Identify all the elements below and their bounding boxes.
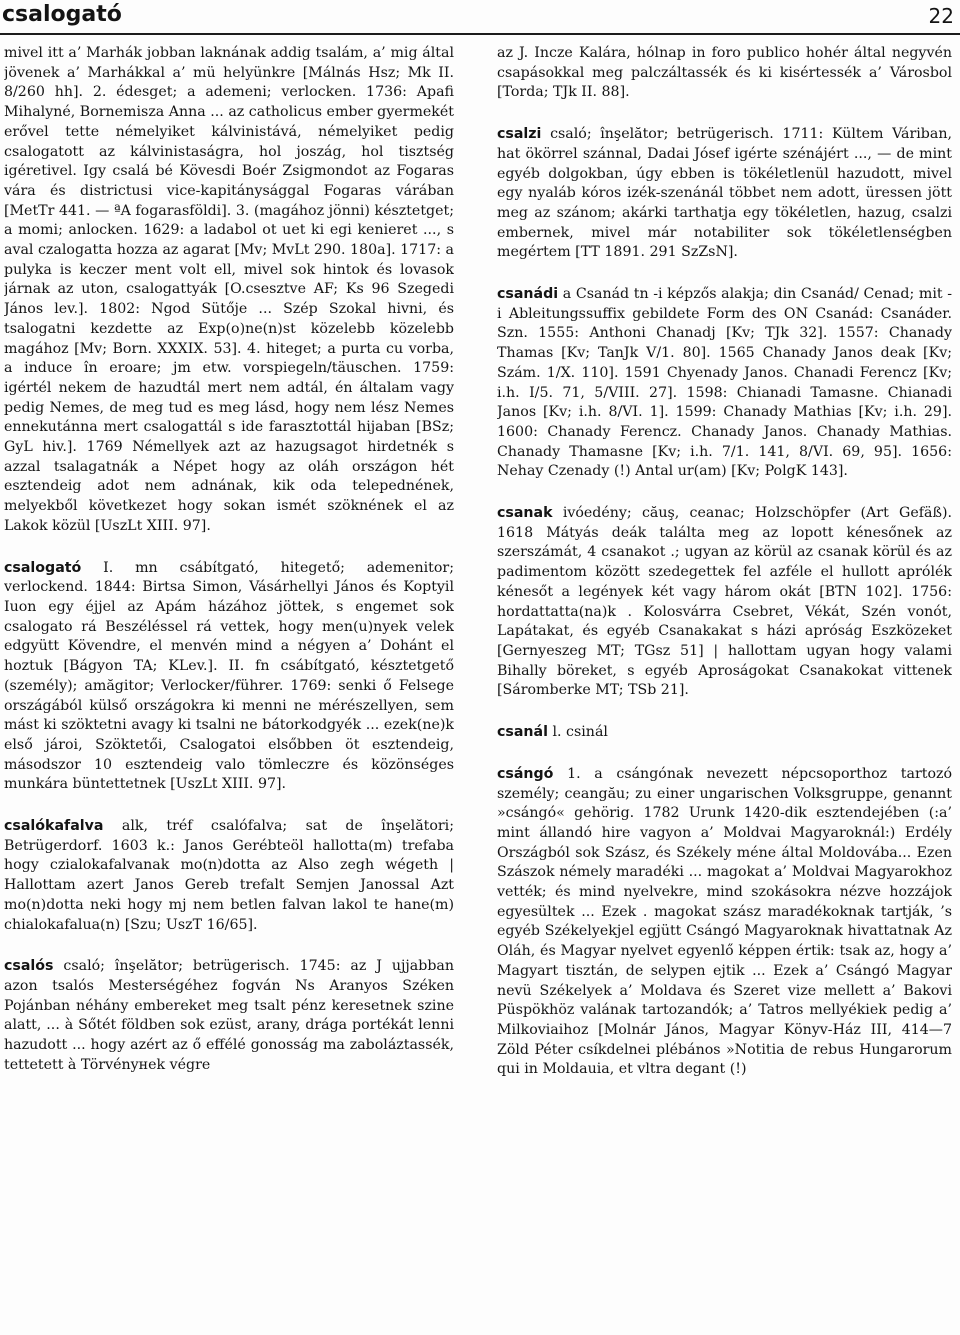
entry-headword: csalogató — [4, 559, 82, 576]
entry-headword: csanak — [497, 505, 553, 522]
entry-text: csaló; înşelător; betrügerisch. 1711: Kültem Váriban, hat ökörrel szánnal, Dadai Jósef igérte szénájért ..., — de mint egyéb dolgokban, úgy ebben is tökéletlenül hazudott, mivel egy nyaláb kóros izék-szenánál többet nem adott, üressen jött meg az szánom; akárki tarthatja egy tökéletlen, hazug, csalzi embernek, mivel már notabiliter sok tökéletlenségben megértem [TT 1891. 291 SzZsN]. — [497, 126, 952, 261]
entry-headword: csalós — [4, 958, 54, 975]
entry-headword: csángó — [497, 765, 554, 782]
entry-text: l. csinál — [552, 724, 608, 741]
entry-text: csaló; înşelător; betrügerisch. 1745: az J ujjabban azon tsalós Mesterségéhez fogván Ns Aranyos Széken Pojánban néhány embereket meg tsalt pénz keresetnek szine alatt, ... à Sőtét földben sok ezüst, arany, drága portékát lenni hazudott ... hogy azért az ő effélé gonosság ma zaboláztassék, tettetett à Törvényнek végre — [4, 958, 454, 1073]
entry-text: I. mn csábítgató, hitegető; ademenitor; verlockend. 1844: Birtsa Simon, Vásárhellyi János és Koptyil Iuon egy éjjel az Apám házához jöttek, s engemet sok csalogato rá Beszéléssel rá vettek, hogy men(u)nyek velek edgyütt Kövendre, el menvén mind a négyen a’ Dohánt el hoztuk [Bágyon TA; KLev.]. II. fn csábítgató, késztetgető (személy); amăgitor; Verlocker/führer. 1769: senki ő Felsege országából külső országokra ki menni ne mérészellyen, sem mást ki szöktetni avagy ki tsalni ne bátorkodgyék ... ezek(ne)k első jároi, Szöktetői, Csalogatoi elsőbben öt esztendeig, másodszor 10 esztendeig valo tömleczre és közönséges munkára büntettetnek [UszLt XIII. 97]. — [4, 559, 454, 793]
running-head: csalogató — [2, 2, 122, 27]
dictionary-entry — [4, 957, 454, 1075]
dictionary-entry — [497, 125, 952, 263]
entry-text: alk, tréf csalófalva; sat de înşelători; Betrügerdorf. 1603 k.: Janos Gerébteöl hallotta(m) trefaba hogy czialokafalvanak mo(n)dotta az Also zegh wégeth | Hallottam azert Janos Gereb trefalt Semjen Janossal Azt mo(n)dotta neki hogy mj nem betlen falvan lakol te hane(m) chialokafalua(n) [Szu; UszT 16/65]. — [4, 818, 454, 933]
header-rule — [0, 33, 960, 35]
dictionary-entry — [4, 817, 454, 935]
entry-text: mivel itt a’ Marhák jobban laknának addig tsalám, a’ mig által jövenek a’ Marhákkal a’ mü helyünkre [Málnás Hsz; Mk II. 8/260 hh]. 2. édesget; a ademeni; verlocken. 1736: Apafi Mihalyné, Bornemisza Anna ... az catholicus ember gyermekét erővel tette némelyiket kálvinistává, némelyiket pedig csalogatott az kálvinistaságra, hol joszág, hol tisztség igéretivel. Igy csalá bé Kövesdi Boér Zsigmondot az Fogaras vára és districtusi vice-kapitánysággal Fogaras várában [MetTr 441. — ªA fogarasföldi]. 3. (magához jönni) késztetget; a momi; anlocken. 1629: a ladabol ot uet ki egi kenieret ..., s aval czalogatta hozza az agarat [Mv; MvLt 290. 180a]. 1717: a pulyka is keczer ment volt ell, mivel sok hintok és lovasok járnak az uton, csalogattyák [O.csesztve AF; Ks 96 Szegedi János lev.]. 1802: Ngod Sütője ... Szép Szokal hivni, és tsalogatni kezdette az Exp(o)ne(n)st közelebb közelebb magához [Mv; Born. XXXIX. 53]. 4. hiteget; a purta cu vorba, a induce în eroare; jm etw. vorspiegeln/täuschen. 1759: igértél nekem de hazudtál mert nem adtál, én általam vagy pedig Nemes, de meg tud es meg lásd, hogy nem lész Nemes ennekutánna mert csalogattál s ide farasztottál hijaban [BSz; GyL hiv.]. 1769 Némellyek azt az hazugsagot hirdetnék s azzal tsalagatnák a Népet hogy az oláh országon hét esztendeig adot nem adnának, kik oda telepednének, melyekből következet hogy sokan ismét szöknének el az Lakok közül [UszLt XIII. 97]. — [4, 45, 454, 534]
entry-headword: csalzi — [497, 126, 542, 143]
left-column — [4, 44, 454, 1332]
entry-text: 1. a csángónak nevezett népcsoporthoz tartozó személy; ceangău; zu einer ungarischen Volksgruppe, genannt »csángó« gehörig. 1782 Urunk 1420-dik esztendejében (:a’ mint állandó hire vagyon a’ Moldvai Magyaroknál:) Erdély Országból sok Szász, és Székely méne által Moldovába... Ezen Szászok némely maradéki ... magokat a’ Moldvai Magyarokhoz vették; és mind nyelvekre, mind szokásokra nézve hozzájok egyesültek ... Ezek . magokat szász maradékoknak tartják, ’s egyéb Székelyekjel egjütt Csángó Magyaroknak hivattatnak Az Oláh, és Magyar nyelvet egyenlő képpen értik: tsak az, hogy a’ Magyart tisztán, de selypen ejtik ... Ezek a’ Csángó Magyar nevü Székelyek a’ Moldava és Szeret vize mellett a’ Bakovi Püspökhöz valának tartozandók; a’ Tatros mellyékiek pedig a’ Milkoviaihoz [Molnár János, Magyar Könyv-Ház III, 414—7 Zöld Péter csíkdelnei plébános »Notitia de rebus Hungarorum qui in Moldauia, et vltra degant (!) — [497, 765, 952, 1078]
entry-headword: csanál — [497, 724, 548, 741]
dictionary-entry — [497, 723, 952, 743]
entry-headword: csalókafalva — [4, 818, 104, 835]
right-column — [497, 44, 952, 1332]
entry-text: ivóedény; căuş, ceanac; Holzschöpfer (Art Gefäß). 1618 Mátyás deák találta meg az lopott kénesőnek az szerszámát, 4 csanakot .; ugyan az körül az csanak körül és az padimentom között szedegettek fel azféle el hullott aprólék kénesőt a legények két vagy három okát [BTN 102]. 1756: hordattatta(na)k . Kolosvárra Csebret, Vékát, Szén vonót, Lapátakat, és egyéb Csanakakat s házi apróság Eszközeket [Gernyeszeg MT; TGsz 51] | hallottam ugyan hogy valami Bihally böreket, s egyéb Aproságokat Csanakokat vittenek [Sáromberke MT; TSb 21]. — [497, 505, 952, 699]
dictionary-entry — [497, 285, 952, 482]
entry-headword: csanádi — [497, 286, 559, 303]
dictionary-entry — [497, 765, 952, 1080]
dictionary-entry — [497, 504, 952, 701]
dictionary-entry — [497, 44, 952, 103]
page-header — [0, 0, 960, 34]
dictionary-entry — [4, 44, 454, 537]
page-number: 22 — [928, 4, 954, 28]
entry-text: a Csanád tn -i képzős alakja; din Csanád/ Cenad; mit -i Ableitungssuffix gebildete Form des ON Csanád: Csanáder. Szn. 1555: Anthoni Chanadj [Kv; TJk 32]. 1557: Chanady Thamas [Kv; TanJk V/1. 80]. 1565 Chanady Janos deak [Kv; Szám. 1/X. 110]. 1591 Chyenady Janos. Chanadi Ferencz [Kv; i.h. I/5. 71, 5/VIII. 27]. 1598: Chianadi Tamasne. Chianadi Janos [Kv; i.h. 8/VI. 1]. 1599: Chanady Mathias [Kv; i.h. 29]. 1600: Chanady Ferencz. Chanady Janos. Chanady Mathias. Chanady Thamasne [Kv; i.h. 7/1. 141, 8/VI. 69, 95]. 1656: Nehay Czenady (!) Antal ur(am) [Kv; PolgK 143]. — [497, 286, 952, 480]
entry-text: az J. Incze Kalára, hólnap in foro publico hohér által negyvén csapásokkal meg palczáltassék és ki kisértessék a’ Városbol [Torda; TJk II. 88]. — [497, 45, 952, 101]
dictionary-entry — [4, 559, 454, 795]
